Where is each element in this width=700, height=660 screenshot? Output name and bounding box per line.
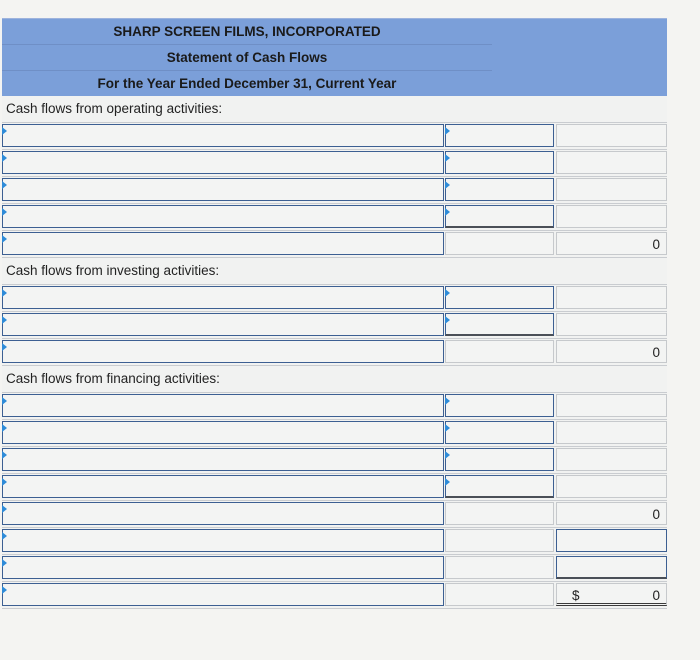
financing-amount-input-3[interactable] [445, 448, 554, 471]
operating-desc-input-3[interactable] [2, 178, 444, 201]
statement-title: Statement of Cash Flows [2, 45, 492, 71]
net-change-amount-input[interactable] [556, 529, 667, 552]
net-change-desc-input[interactable] [2, 529, 444, 552]
operating-total-cell-1 [556, 124, 667, 147]
financing-total-cell-1 [556, 394, 667, 417]
ending-cash-row [2, 582, 667, 609]
financing-line-2 [2, 420, 667, 447]
beginning-cash-row [2, 555, 667, 582]
beginning-cash-desc-input[interactable] [2, 556, 444, 579]
financing-total-cell-4 [556, 475, 667, 498]
operating-heading-row [2, 96, 667, 123]
financing-total-cell-2 [556, 421, 667, 444]
operating-amount-input-2[interactable] [445, 151, 554, 174]
financing-line-3 [2, 447, 667, 474]
financing-desc-input-2[interactable] [2, 421, 444, 444]
operating-desc-input-4[interactable] [2, 205, 444, 228]
operating-total-cell-4 [556, 205, 667, 228]
investing-desc-input-1[interactable] [2, 286, 444, 309]
financing-desc-input-1[interactable] [2, 394, 444, 417]
operating-desc-input-1[interactable] [2, 124, 444, 147]
investing-line-1 [2, 285, 667, 312]
operating-desc-input-2[interactable] [2, 151, 444, 174]
investing-total-cell-1 [556, 286, 667, 309]
financing-total-blank [445, 502, 554, 525]
financing-desc-input-4[interactable] [2, 475, 444, 498]
net-change-blank [445, 529, 554, 552]
financing-total-row [2, 501, 667, 528]
operating-total-blank [445, 232, 554, 255]
financing-total-cell-3 [556, 448, 667, 471]
beginning-cash-blank [445, 556, 554, 579]
financing-total-desc-input[interactable] [2, 502, 444, 525]
operating-line-1 [2, 123, 667, 150]
investing-heading: Cash flows from investing activities: [6, 263, 220, 278]
investing-amount-input-2[interactable] [445, 313, 554, 336]
operating-line-4 [2, 204, 667, 231]
operating-amount-input-1[interactable] [445, 124, 554, 147]
operating-total-desc-input[interactable] [2, 232, 444, 255]
net-change-row [2, 528, 667, 555]
statement-period: For the Year Ended December 31, Current Year [97, 76, 397, 91]
investing-total-blank [445, 340, 554, 363]
operating-amount-input-3[interactable] [445, 178, 554, 201]
operating-total-value: 0 [652, 237, 660, 252]
investing-total-cell-2 [556, 313, 667, 336]
financing-total-cell [556, 502, 667, 525]
operating-total-cell-3 [556, 178, 667, 201]
investing-heading-row [2, 258, 667, 285]
investing-total-value: 0 [652, 345, 660, 360]
financing-line-1 [2, 393, 667, 420]
financing-amount-input-4[interactable] [445, 475, 554, 498]
beginning-cash-amount-input[interactable] [556, 556, 667, 579]
investing-desc-input-2[interactable] [2, 313, 444, 336]
financing-line-4 [2, 474, 667, 501]
financing-amount-input-1[interactable] [445, 394, 554, 417]
operating-line-2 [2, 150, 667, 177]
ending-cash-total-value: 0 [652, 588, 660, 603]
ending-cash-blank [445, 583, 554, 606]
company-name: SHARP SCREEN FILMS, INCORPORATED [2, 19, 492, 45]
financing-desc-input-3[interactable] [2, 448, 444, 471]
financing-amount-input-2[interactable] [445, 421, 554, 444]
statement-header [2, 18, 667, 96]
investing-total-row [2, 339, 667, 366]
financing-heading: Cash flows from financing activities: [6, 371, 220, 386]
currency-symbol: $ [572, 588, 580, 603]
ending-cash-desc-input[interactable] [2, 583, 444, 606]
operating-amount-input-4[interactable] [445, 205, 554, 228]
investing-total-desc-input[interactable] [2, 340, 444, 363]
operating-line-3 [2, 177, 667, 204]
investing-amount-input-1[interactable] [445, 286, 554, 309]
operating-total-cell [556, 232, 667, 255]
operating-heading: Cash flows from operating activities: [6, 101, 223, 116]
operating-total-cell-2 [556, 151, 667, 174]
financing-heading-row [2, 366, 667, 393]
cash-flow-statement [2, 18, 667, 609]
financing-total-value: 0 [652, 507, 660, 522]
investing-total-cell [556, 340, 667, 363]
investing-line-2 [2, 312, 667, 339]
operating-total-row [2, 231, 667, 258]
ending-cash-total-cell [556, 583, 667, 606]
